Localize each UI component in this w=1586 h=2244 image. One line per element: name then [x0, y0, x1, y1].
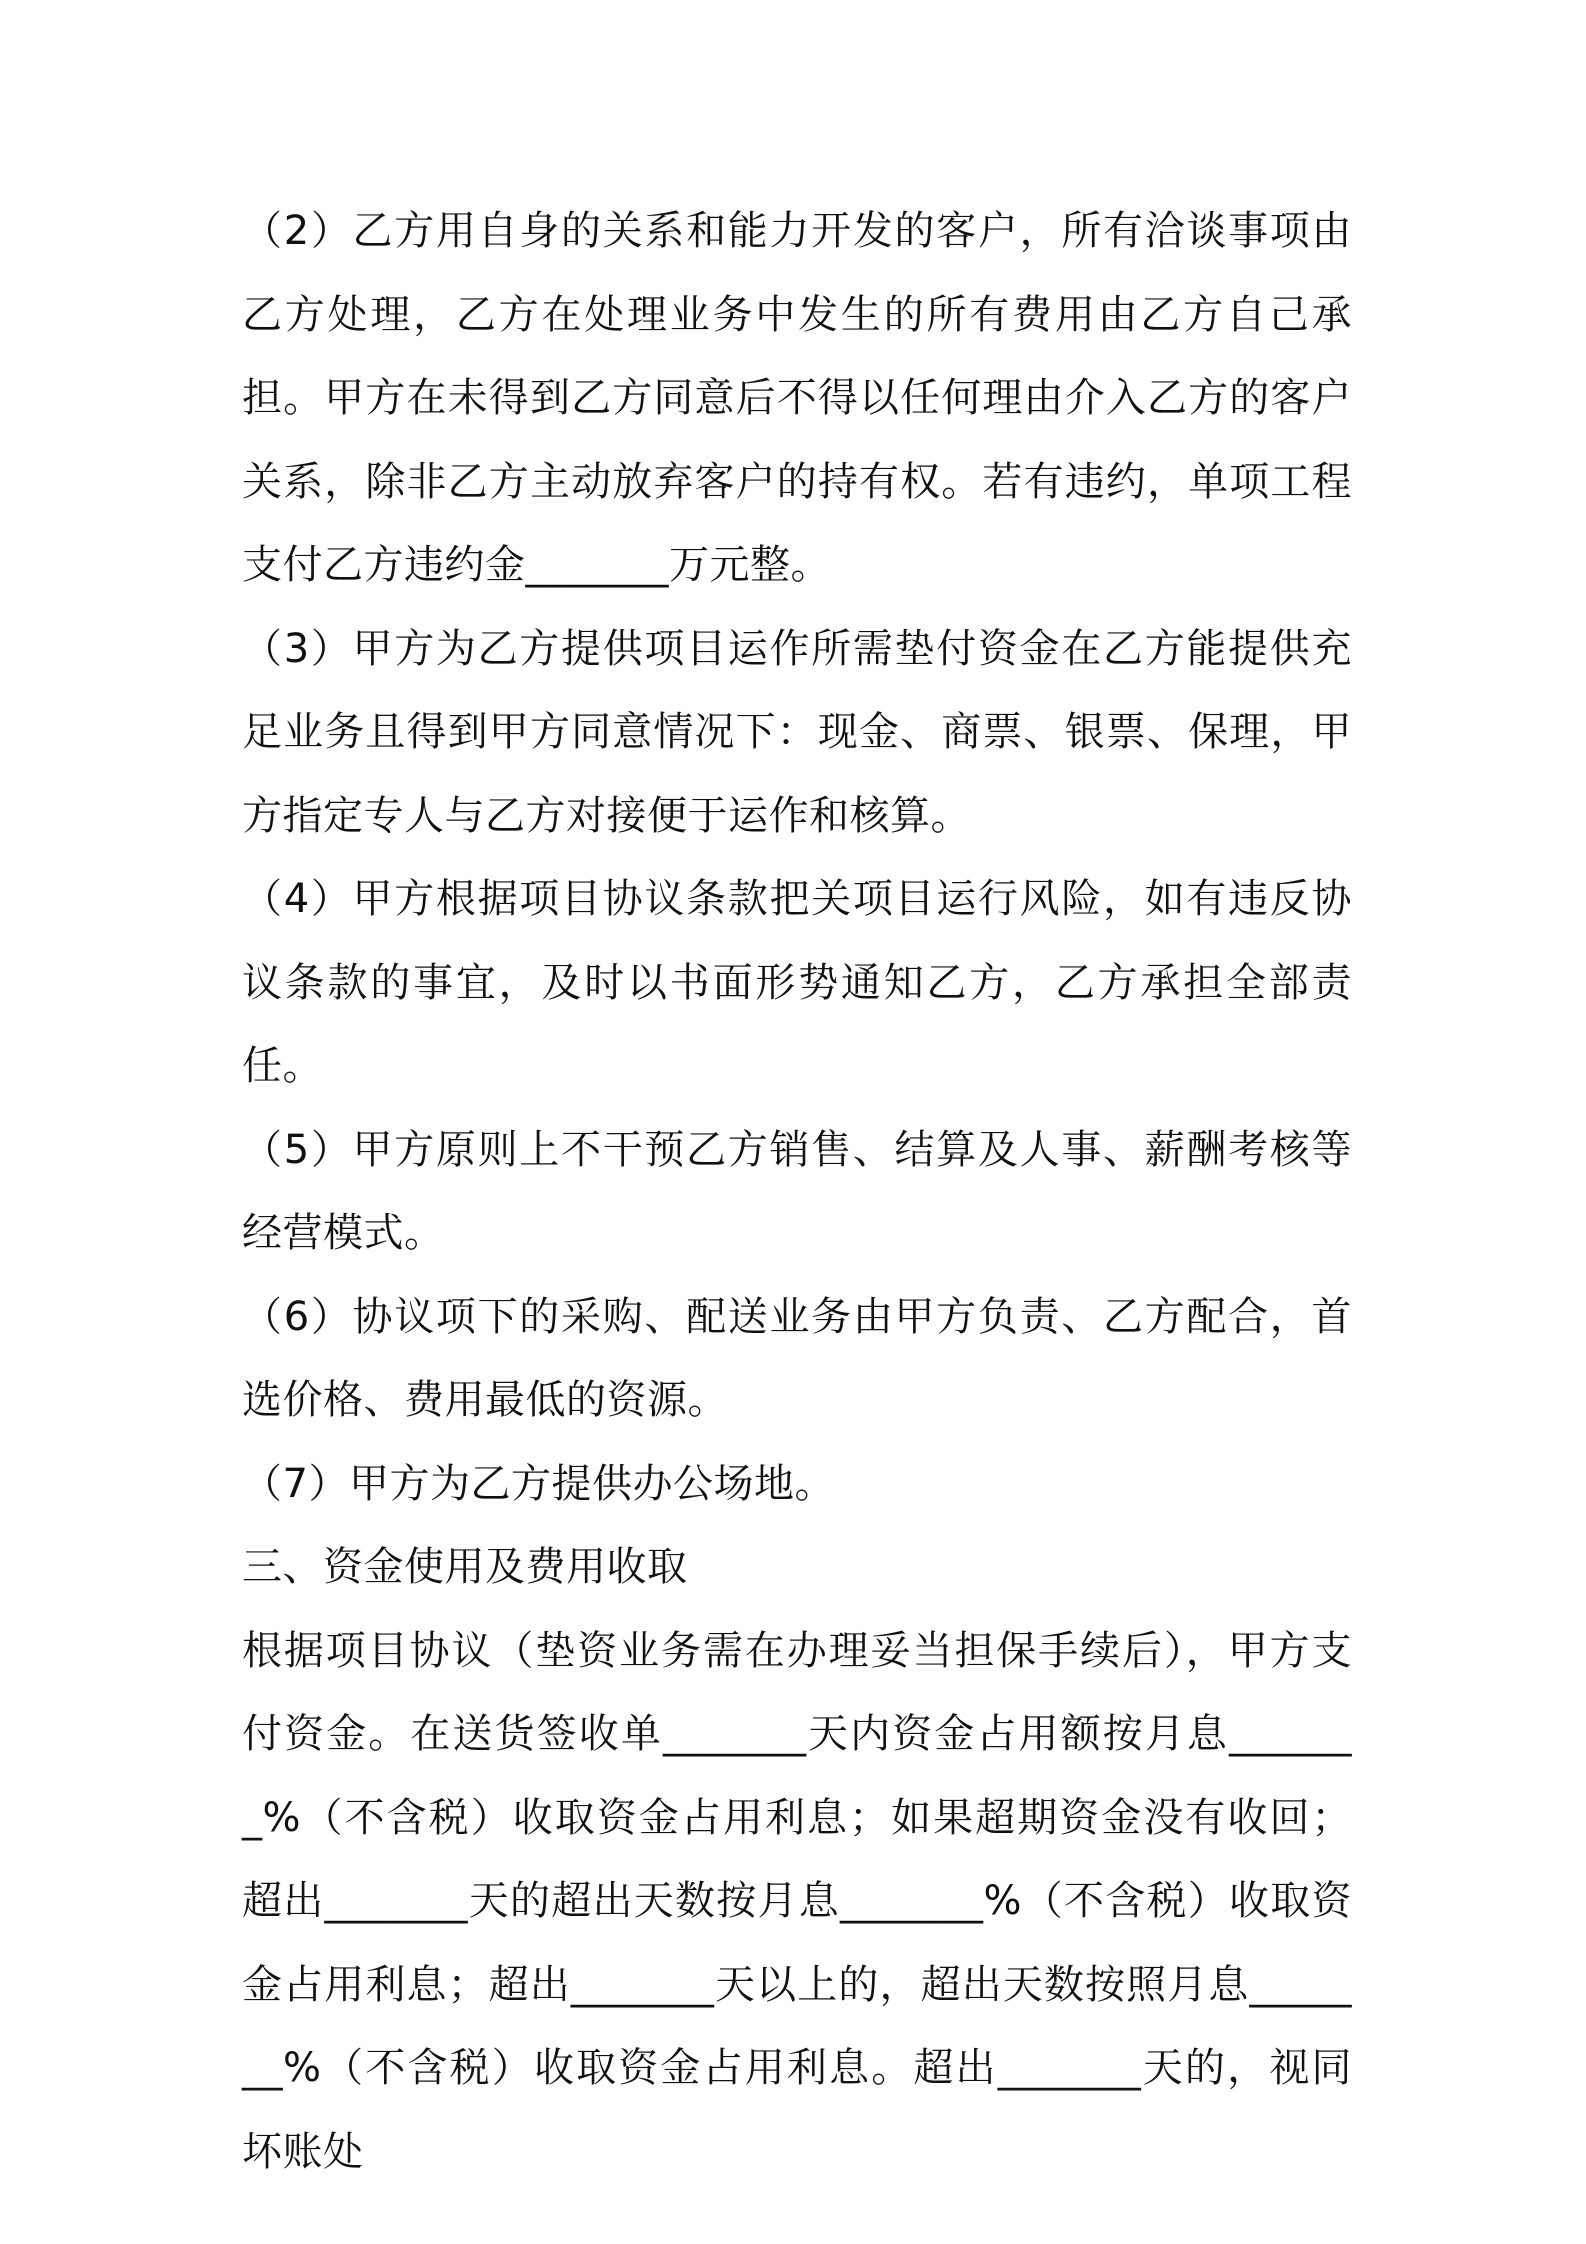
clause-6: （6）协议项下的采购、配送业务由甲方负责、乙方配合，首选价格、费用最低的资源。: [242, 1293, 1352, 1423]
clause-2: （2）乙方用自身的关系和能力开发的客户，所有洽谈事项由乙方处理，乙方在处理业务中发生的所有费用由乙方自己承担。甲方在未得到乙方同意后不得以任何理由介入乙方的客户关系，除非乙方主动放弃客户的持有权。若有违约，单项工程支付乙方违约金_______万元整。: [242, 208, 1352, 588]
clause-3: （3）甲方为乙方提供项目运作所需垫付资金在乙方能提供充足业务且得到甲方同意情况下：现金、商票、银票、保理，甲方指定专人与乙方对接便于运作和核算。: [242, 625, 1352, 839]
clause-5: （5）甲方原则上不干预乙方销售、结算及人事、薪酬考核等经营模式。: [242, 1126, 1352, 1256]
fund-usage-paragraph: 根据项目协议（垫资业务需在办理妥当担保手续后），甲方支付资金。在送货签收单_______天内资金占用额按月息_______%（不含税）收取资金占用利息；如果超期资金没有收回；超出_______天的超出天数按月息_______%（不含税）收取资金占用利息；超出_______天以上的，超出天数按照月息_______%（不含税）收取资金占用利息。超出_______天的，视同坏账处: [242, 1627, 1352, 2175]
section-heading: 三、资金使用及费用收取: [242, 1544, 688, 1590]
document-body: [242, 190, 1352, 2194]
clause-4: （4）甲方根据项目协议条款把关项目运行风险，如有违反协议条款的事宜，及时以书面形势通知乙方，乙方承担全部责任。: [242, 876, 1352, 1089]
clause-7: （7）甲方为乙方提供办公场地。: [242, 1460, 835, 1507]
